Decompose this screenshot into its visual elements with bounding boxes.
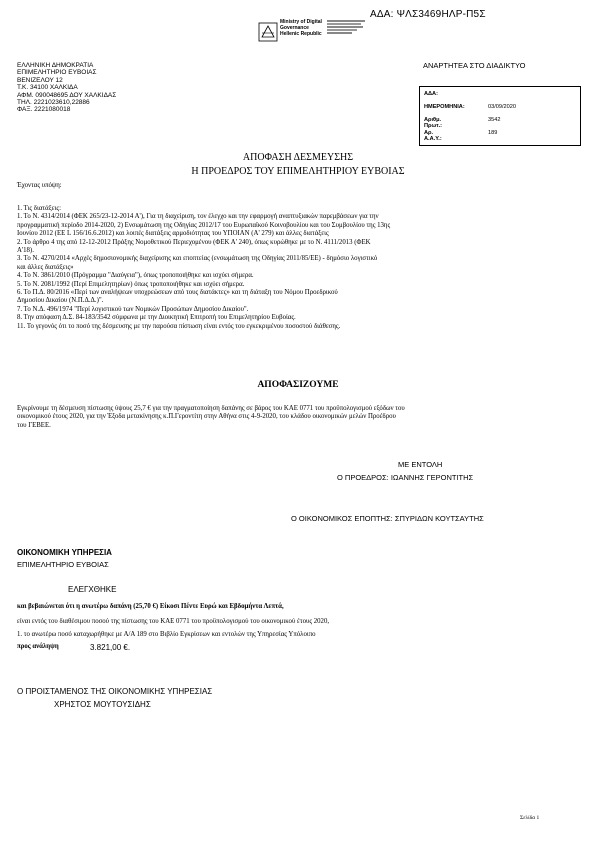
chief-name: ΧΡΗΣΤΟΣ ΜΟΥΤΟΥΣΙΔΗΣ — [54, 700, 151, 709]
list-item: 2. Το άρθρο 4 της από 12-12-2012 Πράξης Νομοθετικού Περιεχομένου (ΦΕΚ Α' 240), όπως κυρώθηκε με το Ν. 4111/2013 (ΦΕΚ — [17, 238, 371, 246]
list-item: 7. Το Ν.Δ. 496/1974 "Περί λογιστικού των Νομικών Προσώπων Δημοσίου Δικαίου". — [17, 305, 249, 313]
decision-title: ΑΠΟΦΑΣΗ ΔΕΣΜΕΥΣΗΣ — [242, 152, 354, 163]
gov-label — [280, 19, 322, 37]
decision-line: Εγκρίνουμε τη δέσμευση πίστωσης ύψους 25,7 € για την πραγματοποίηση δαπάνης σε βάρος του ΚΑΕ 0771 του προϋπολογισμού εξόδων του — [17, 405, 405, 412]
ada-code: ΑΔΑ: ΨΛΣ3469ΗΛΡ-Π5Σ — [370, 9, 486, 20]
page-number: Σελίδα 1 — [520, 815, 540, 821]
finance-availability: είναι εντός του διαθέσιμου ποσού της πίστωσης του ΚΑΕ 0771 του προϋπολογισμού του οικονομικού έτους 2020, — [17, 618, 330, 625]
list-item: προγραμματική περίοδο 2014-2020, 2) Ενσωμάτωση της Οδηγίας 2012/17 του Ευρωπαϊκού Κοινοβουλίου και του Συμβουλίου της 13ης — [17, 221, 391, 229]
list-item: Α'18). — [17, 247, 34, 255]
info-key: ΑΔΑ: — [424, 91, 438, 97]
org-line: ΒΕΝΙΖΕΛΟΥ 12 — [17, 76, 63, 84]
president-signature: Ο ΠΡΟΕΔΡΟΣ: ΙΩΑΝΝΗΣ ΓΕΡΟΝΤΙΤΗΣ — [337, 473, 474, 482]
remaining-value: 3.821,00 €. — [90, 643, 131, 652]
info-key: ΗΜΕΡΟΜΗΝΙΑ: — [424, 104, 465, 110]
finance-registration: 1. το ανωτέρω ποσό καταχωρήθηκε με Α/Α 189 στο Βιβλίο Εγκρίσεων και εντολών της Υπηρεσίας Υπόλοιπο — [17, 631, 316, 638]
list-item: 4. Το Ν. 3861/2010 (Πρόγραμμα "Διαύγεια"), όπως τροποποιήθηκε και ισχύει σήμερα. — [17, 272, 254, 280]
president-title: Η ΠΡΟΕΔΡΟΣ ΤΟΥ ΕΠΙΜΕΛΗΤΗΡΙΟΥ ΕΥΒΟΙΑΣ — [191, 166, 405, 177]
finance-heading: ΟΙΚΟΝΟΜΙΚΗ ΥΠΗΡΕΣΙΑ — [17, 548, 112, 557]
list-item: 1. Τις διατάξεις: — [17, 205, 61, 212]
list-item: Ιουνίου 2012 (ΕΕ L 156/16.6.2012) και λοιπές διατάξεις αρμοδιότητας του ΥΠΟΙΑΝ (Α' 279) και άλλες διατάξεις — [17, 230, 329, 238]
gov-line: Governance — [280, 25, 309, 31]
org-line: ΕΛΛΗΝΙΚΗ ΔΗΜΟΚΡΑΤΙΑ — [17, 62, 94, 69]
list-item: 5. Το Ν. 2081/1992 (Περί Επιμελητηρίων) όπως τροποποιήθηκε και ισχύει σήμερα. — [17, 280, 245, 288]
org-line: Τ.Κ. 34100 ΧΑΛΚΙΔΑ — [17, 84, 78, 92]
org-line: ΑΦΜ. 090048695 ΔΟΥ ΧΑΛΚΙΔΑΣ — [17, 91, 117, 99]
document-info-box — [419, 86, 581, 146]
finance-subheading: ΕΠΙΜΕΛΗΤΗΡΙΟ ΕΥΒΟΙΑΣ — [17, 560, 109, 569]
list-item: και άλλες διατάξεις» — [17, 263, 74, 271]
decision-line: οικονομικού έτους 2020, για την Έξοδα μετακίνησης κ.Π.Γεροντίτη στην Αθήνα στις 4-9-2020, του κλάδου οικονομικών μελών Προέδρου — [17, 413, 396, 421]
finance-confirmation: και βεβαιώνεται ότι η ανωτέρω δαπάνη (25,70 €) Είκοσι Πέντε Ευρώ και Εβδομήντα Λεπτά, — [17, 603, 284, 610]
info-key: Αριθμ. Πρωτ.: — [424, 117, 442, 129]
intro-text: Έχοντας υπόψη: — [17, 182, 62, 189]
digital-signature-stamp — [327, 19, 367, 39]
considerations-list — [17, 205, 577, 331]
list-item: 1. Το Ν. 4314/2014 (ΦΕΚ 265/23-12-2014 Α'), Για τη διαχείριση, τον έλεγχο και την εφαρμογή αναπτυξιακών παρεμβάσεων για την — [17, 213, 379, 221]
posting-note: ΑΝΑΡΤΗΤΕΑ ΣΤΟ ΔΙΑΔΙΚΤΥΟ — [423, 61, 526, 70]
chief-title: Ο ΠΡΟΙΣΤΑΜΕΝΟΣ ΤΗΣ ΟΙΚΟΝΟΜΙΚΗΣ ΥΠΗΡΕΣΙΑΣ — [17, 687, 213, 696]
decision-text — [17, 405, 577, 430]
by-order-label: ΜΕ ΕΝΤΟΛΗ — [398, 460, 443, 469]
gov-logo-icon — [258, 22, 278, 42]
info-value: 189 — [488, 130, 498, 136]
decision-line: του ΓΕΒΕΕ. — [17, 421, 51, 429]
list-item: 8. Την απόφαση Δ.Σ. 84-183/3542 σύμφωνα με την Διοικητική Επιτροπή του Επιμελητηρίου Ευβοίας. — [17, 314, 296, 322]
list-item: 3. Το Ν. 4270/2014 «Αρχές δημοσιονομικής διαχείρισης και εποπτείας (ενσωμάτωση της Οδηγίας 2011/85/ΕΕ) - δημόσιο λογιστικό — [17, 255, 378, 263]
gov-line: Hellenic Republic — [280, 31, 322, 37]
financial-supervisor-signature: Ο ΟΙΚΟΝΟΜΙΚΟΣ ΕΠΟΠΤΗΣ: ΣΠΥΡΙΔΩΝ ΚΟΥΤΣΑΥΤΗΣ — [291, 514, 484, 523]
org-line: ΤΗΛ. 2221023610,22886 — [17, 99, 90, 107]
checked-label: ΕΛΕΓΧΘΗΚΕ — [68, 585, 117, 594]
info-value: 3542 — [488, 117, 501, 123]
info-value: 03/09/2020 — [488, 104, 516, 110]
list-item: 6. Το Π.Δ. 80/2016 «Περί των αναλήψεων υποχρεώσεων από τους διατάκτες» και τη διάταξη του Νόμου Προεδρικού — [17, 289, 338, 297]
org-line: ΕΠΙΜΕΛΗΤΗΡΙΟ ΕΥΒΟΙΑΣ — [17, 69, 97, 77]
info-key: Αρ. Α.Α.Υ.: — [424, 130, 442, 142]
gov-line: Ministry of Digital — [280, 19, 322, 25]
org-line: ΦΑΞ. 2221080018 — [17, 106, 71, 114]
remaining-label: προς ανάληψη — [17, 643, 59, 650]
list-item: 11. Το γεγονός ότι το ποσό της δέσμευσης με την παρούσα πίστωση είναι εντός του εγκεκριμένου ποσοστού διάθεσης. — [17, 322, 341, 330]
list-item: Δημοσίου Δικαίου (Ν.Π.Δ.Δ.)". — [17, 297, 104, 305]
organization-block — [17, 62, 116, 114]
decide-heading: ΑΠΟΦΑΣΙΖΟΥΜΕ — [257, 380, 339, 390]
